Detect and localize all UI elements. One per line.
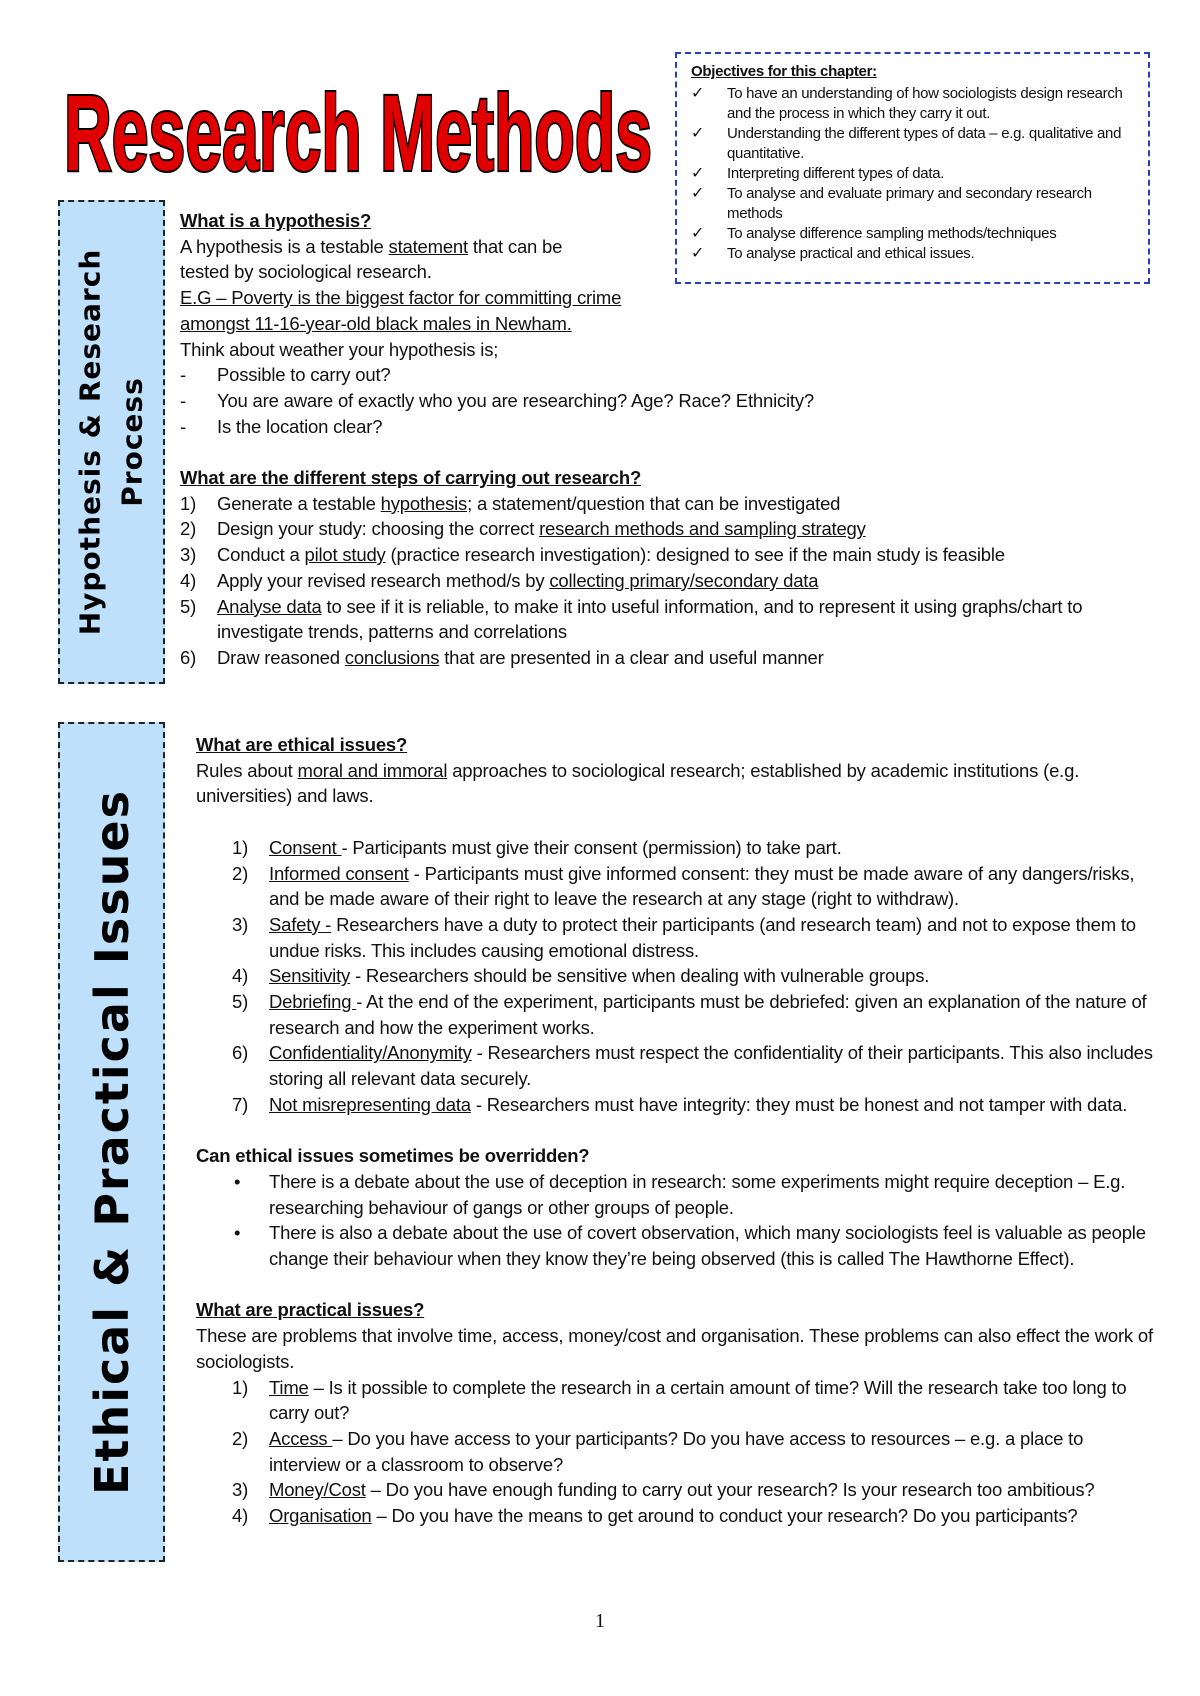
practical-item: 2) Access – Do you have access to your participants? Do you have access to resources – e.g. a place to interview or a classroom to observe? [232,1427,1084,1475]
practical-intro-cont: sociologists. [196,1350,295,1372]
ethical-item: 3) Safety - Researchers have a duty to protect their participants (and research team) and not to expose them to undue risks. This includes causing emotional distress. [232,913,1136,961]
ethical-intro: Rules about moral and immoral approaches to sociological research; established by academic institutions (e.g. [196,759,1080,781]
step-item: 3) Conduct a pilot study (practice research investigation): designed to see if the main study is feasible [180,544,1005,566]
hypothesis-think: Think about weather your hypothesis is; [180,338,499,360]
ethical-item: 4) Sensitivity - Researchers should be sensitive when dealing with vulnerable groups. [232,965,930,987]
ethical-item: 5) Debriefing - At the end of the experiment, participants must be debriefed: given an explanation of the nature of research and how the experiment works. [232,991,1147,1038]
ethical-heading: What are ethical issues? [196,734,408,755]
ethical-item: 7) Not misrepresenting data - Researchers must have integrity: they must be honest and not tamper with data. [232,1093,1128,1115]
checkmark-icon: ✓ [691,225,705,242]
ethical-item: 6) Confidentiality/Anonymity - Researchers must respect the confidentiality of their participants. This also includes storing all relevant data securely. [232,1042,1153,1090]
section-tab-ethical [58,722,165,1562]
ethical-item: 2) Informed consent - Participants must give informed consent: they must be made aware of any dangers/risks, and be made aware of their right to leave the research at any stage (right to withdraw). [232,862,1135,910]
step-item: 1) Generate a testable hypothesis; a statement/question that can be investigated [180,492,841,514]
ethical-item: 1) Consent - Participants must give their consent (permission) to take part. [232,836,842,858]
page-title [60,62,660,192]
hypothesis-check-item: - Is the location clear? [180,415,383,437]
hypothesis-section [180,208,1180,671]
hypothesis-example: E.G – Poverty is the biggest factor for committing crime [180,287,622,309]
hypothesis-definition-cont: tested by sociological research. [180,261,432,283]
practical-item: 1) Time – Is it possible to complete the research in a certain amount of time? Will the research take too long to carry out? [232,1376,1127,1424]
practical-heading: What are practical issues? [196,1299,425,1321]
step-item: 4) Apply your revised research method/s by collecting primary/secondary data [180,569,819,591]
override-bullet: • There is also a debate about the use of covert observation, which many sociologists feel is valuable as people change their behaviour when they know they’re being observed (this is called The Hawthorne Effect). [234,1222,1146,1270]
hypothesis-check-item: - Possible to carry out? [180,364,391,386]
checkmark-icon: ✓ [691,245,705,262]
objective-item: ✓ To analyse practical and ethical issues. [691,245,975,262]
bullet-icon: • [234,1170,241,1192]
page-number: 1 [595,1610,605,1632]
section-tab-hypothesis [58,200,165,684]
hypothesis-check-item: - You are aware of exactly who you are researching? Age? Race? Ethnicity? [180,389,815,411]
title-text: Research Methods [64,72,652,192]
hypothesis-definition: A hypothesis is a testable statement that can be [180,235,563,257]
objective-item: ✓ To have an understanding of how sociologists design research and the process in which they carry it out. [691,85,1123,122]
objective-item: ✓ Interpreting different types of data. [691,165,945,182]
step-item: 6) Draw reasoned conclusions that are presented in a clear and useful manner [180,646,824,668]
objective-item: ✓ To analyse and evaluate primary and secondary research methods [691,185,1092,222]
ethical-intro-cont: universities) and laws. [196,785,374,807]
practical-intro: These are problems that involve time, access, money/cost and organisation. These problems can also effect the work of [196,1325,1153,1347]
ethical-section [196,732,1172,1529]
section-tab-label: Hypothesis & Research Process [73,248,149,636]
checkmark-icon: ✓ [691,185,705,202]
override-bullet: • There is a debate about the use of deception in research: some experiments might require deception – E.g. researching behaviour of gangs or other groups of people. [234,1170,1126,1218]
hypothesis-heading: What is a hypothesis? [180,210,372,231]
practical-item: 3) Money/Cost – Do you have enough funding to carry out your research? Is your research too ambitious? [232,1479,1095,1501]
step-item: 5) Analyse data to see if it is reliable, to make it into useful information, and to represent it using graphs/chart to investigate trends, patterns and correlations [180,595,1083,643]
step-item: 2) Design your study: choosing the correct research methods and sampling strategy [180,518,866,540]
hypothesis-example-cont: amongst 11-16-year-old black males in Newham. [180,312,572,334]
bullet-icon: • [234,1222,241,1244]
override-heading: Can ethical issues sometimes be overridden? [196,1145,590,1167]
title-wordart [60,62,660,192]
section-tab-label: Ethical & Practical Issues [84,789,139,1495]
objective-item: ✓ Understanding the different types of data – e.g. qualitative and quantitative. [691,125,1122,162]
objective-item: ✓ To analyse difference sampling methods/techniques [691,225,1057,242]
checkmark-icon: ✓ [691,125,705,142]
checkmark-icon: ✓ [691,85,705,102]
checkmark-icon: ✓ [691,165,705,182]
practical-item: 4) Organisation – Do you have the means to get around to conduct your research? Do you participants? [232,1505,1078,1527]
steps-heading: What are the different steps of carrying out research? [180,467,642,489]
objectives-heading: Objectives for this chapter: [691,63,877,80]
